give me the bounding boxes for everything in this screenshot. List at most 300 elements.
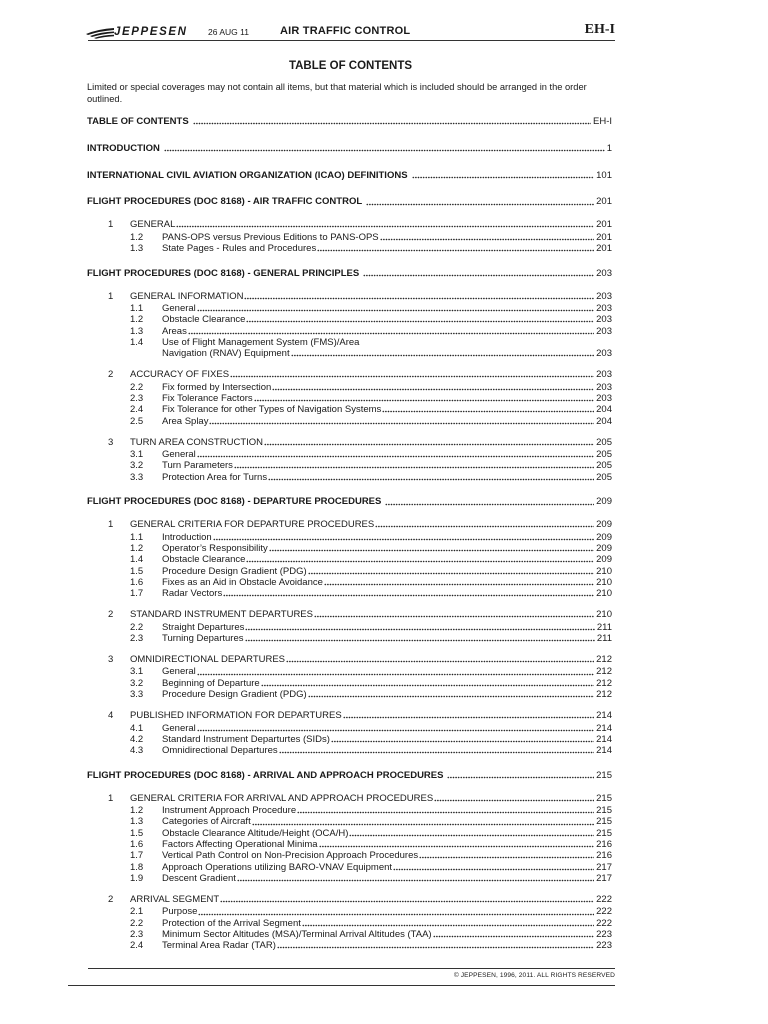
toc-entry-line (87, 143, 612, 154)
toc-entry-line (87, 850, 612, 861)
toc-entry-page: 216 (596, 850, 612, 862)
toc-entry-page: 209 (596, 496, 612, 508)
toc-entry-number: 3.2 (130, 677, 144, 689)
toc-entry-number: 1.5 (130, 827, 144, 839)
toc-entry-line (87, 243, 612, 254)
toc-entry-page: 223 (596, 940, 612, 952)
toc-entry-line (87, 805, 612, 816)
toc-entry-number: 3.1 (130, 449, 144, 461)
toc-subsection-entry (87, 850, 612, 861)
toc-entry-page: 214 (596, 733, 612, 745)
toc-entry-page: 204 (596, 404, 612, 416)
toc-subsection-entry (87, 862, 612, 873)
dot-leader (297, 811, 594, 814)
toc-entry-title: General (162, 666, 196, 678)
toc-subsection-entry (87, 666, 612, 677)
toc-entry-number: 1.5 (130, 565, 144, 577)
toc-entry-number: 1 (108, 219, 114, 231)
toc-chapter-entry (87, 609, 612, 620)
toc-entry-line (87, 449, 612, 460)
toc-entry-line (87, 894, 612, 905)
copyright-notice: © JEPPESEN, 1996, 2011. ALL RIGHTS RESERVED (453, 972, 615, 979)
toc-subsection-entry (87, 745, 612, 756)
toc-entry-page: 214 (596, 745, 612, 757)
toc-entry-page: 215 (596, 805, 612, 817)
toc-chapter-entry (87, 519, 612, 530)
dot-leader (245, 628, 594, 631)
toc-entry-title: Radar Vectors (162, 588, 223, 600)
toc-entry-page: 210 (596, 576, 612, 588)
toc-entry-number: 3 (108, 436, 114, 448)
toc-entry-number: 1.9 (130, 872, 144, 884)
toc-entry-page: 204 (596, 415, 612, 427)
toc-entry-title: PUBLISHED INFORMATION FOR DEPARTURES (130, 710, 342, 722)
dot-leader (246, 560, 594, 563)
dot-leader (245, 639, 595, 642)
toc-entry-title: GENERAL CRITERIA FOR DEPARTURE PROCEDURES (130, 519, 375, 531)
toc-entry-page: 101 (596, 169, 612, 181)
toc-subsection-entry (87, 303, 612, 314)
dot-leader (252, 823, 594, 826)
dot-leader (363, 274, 594, 277)
toc-subsection-entry (87, 543, 612, 554)
dot-leader (317, 249, 594, 252)
toc-entry-title: Areas (162, 325, 187, 337)
toc-entry-line (87, 268, 612, 279)
toc-entry-page: 212 (596, 666, 612, 678)
toc-section-entry (87, 268, 612, 279)
toc-subsection-entry (87, 314, 612, 325)
dot-leader (254, 399, 595, 402)
toc-subsection-entry (87, 918, 612, 929)
toc-entry-number: 2 (108, 609, 114, 621)
toc-entry-number: 1 (108, 290, 114, 302)
toc-entry-title: State Pages - Rules and Procedures (162, 242, 317, 254)
toc-entry-number: 3.2 (130, 460, 144, 472)
toc-entry-line (87, 232, 612, 243)
toc-subsection-entry (87, 929, 612, 940)
toc-entry-line (87, 862, 612, 873)
toc-subsection-entry (87, 554, 612, 565)
toc-entry-title: Fixes as an Aid in Obstacle Avoidance (162, 576, 323, 588)
toc-entry-page: 209 (596, 554, 612, 566)
toc-entry-line (87, 577, 612, 588)
toc-subsection-entry (87, 460, 612, 471)
dot-leader (198, 913, 594, 916)
toc-list (87, 116, 612, 952)
toc-entry-number: 2 (108, 893, 114, 905)
toc-entry-number: 2.3 (130, 929, 144, 941)
toc-entry-number: 1.3 (130, 242, 144, 254)
dot-leader (349, 834, 594, 837)
toc-subsection-entry (87, 577, 612, 588)
toc-entry-title: FLIGHT PROCEDURES (DOC 8168) - AIR TRAFFIC CONTROL (87, 196, 363, 208)
toc-entry-line (87, 314, 612, 325)
toc-entry-title: Protection of the Arrival Segment (162, 917, 301, 929)
toc-entry-line (87, 678, 612, 689)
toc-subsection-entry (87, 449, 612, 460)
toc-entry-line (87, 609, 612, 620)
toc-subsection-entry (87, 805, 612, 816)
toc-entry-title: FLIGHT PROCEDURES (DOC 8168) - ARRIVAL AND APPROACH PROCEDURES (87, 769, 444, 781)
toc-chapter-entry (87, 219, 612, 230)
toc-entry-title: FLIGHT PROCEDURES (DOC 8168) - DEPARTURE PROCEDURES (87, 496, 382, 508)
toc-entry-page: 215 (596, 769, 612, 781)
toc-entry-number: 3.3 (130, 689, 144, 701)
toc-entry-number: 3.3 (130, 471, 144, 483)
brand-logo-text: JEPPESEN (114, 26, 188, 38)
toc-entry-line (87, 460, 612, 471)
toc-entry-line (87, 654, 612, 665)
toc-entry-title: Standard Instrument Departurtes (SIDs) (162, 733, 330, 745)
toc-entry-title: GENERAL INFORMATION (130, 290, 244, 302)
toc-entry-page: 203 (596, 290, 612, 302)
toc-entry-title: INTERNATIONAL CIVIL AVIATION ORGANIZATION (ICAO) DEFINITIONS (87, 169, 408, 181)
toc-entry-page: 210 (596, 588, 612, 600)
dot-leader (314, 615, 594, 618)
toc-entry-number: 2 (108, 369, 114, 381)
toc-entry-page: 203 (596, 303, 612, 315)
toc-entry-line (87, 906, 612, 917)
toc-entry-number: 2.3 (130, 632, 144, 644)
toc-entry-title: ACCURACY OF FIXES (130, 369, 230, 381)
toc-entry-page: 203 (596, 369, 612, 381)
toc-entry-line (87, 326, 612, 337)
toc-subsection-entry (87, 472, 612, 483)
toc-subsection-entry (87, 566, 612, 577)
toc-subsection-entry (87, 678, 612, 689)
toc-entry-title: Fix Tolerance for other Types of Navigation Systems (162, 404, 382, 416)
toc-entry-title: General (162, 303, 196, 315)
toc-entry-number: 2.2 (130, 917, 144, 929)
toc-entry-number: 3 (108, 653, 114, 665)
toc-entry-page: 211 (596, 632, 612, 644)
toc-entry-title: ARRIVAL SEGMENT (130, 893, 220, 905)
toc-chapter-entry (87, 291, 612, 302)
toc-section-entry (87, 496, 612, 507)
toc-entry-line (87, 170, 612, 181)
dot-leader (197, 673, 594, 676)
toc-entry-page: 203 (596, 267, 612, 279)
toc-entry-line (87, 369, 612, 380)
dot-leader (286, 660, 594, 663)
toc-entry-page: 214 (596, 722, 612, 734)
toc-entry-page: 222 (596, 906, 612, 918)
dot-leader (197, 309, 594, 312)
dot-leader (331, 740, 594, 743)
toc-entry-title: FLIGHT PROCEDURES (DOC 8168) - GENERAL PRINCIPLES (87, 267, 360, 279)
toc-entry-number: 2.4 (130, 940, 144, 952)
toc-entry-title: Factors Affecting Operational Minima (162, 839, 318, 851)
toc-subsection-entry (87, 243, 612, 254)
toc-entry-page: 216 (596, 839, 612, 851)
toc-entry-line (87, 291, 612, 302)
toc-entry-line (87, 416, 612, 427)
toc-entry-line (87, 839, 612, 850)
toc-entry-page: 203 (596, 393, 612, 404)
dot-leader (176, 225, 594, 228)
toc-entry-number: 1 (108, 792, 114, 804)
toc-entry-line (87, 543, 612, 554)
toc-entry-line (87, 532, 612, 543)
page-identifier: EH-I (584, 22, 615, 37)
dot-leader (268, 478, 594, 481)
toc-subsection-entry (87, 232, 612, 243)
toc-subsection-entry (87, 734, 612, 745)
toc-subsection-entry (87, 416, 612, 427)
dot-leader (164, 149, 605, 152)
dot-leader (230, 375, 594, 378)
toc-entry-title: Fix Tolerance Factors (162, 393, 253, 404)
toc-entry-title: Procedure Design Gradient (PDG) (162, 565, 307, 577)
toc-entry-number: 1.3 (130, 816, 144, 828)
toc-entry-line (87, 666, 612, 677)
dot-leader (246, 320, 594, 323)
dot-leader (234, 466, 594, 469)
dot-leader (220, 900, 594, 903)
toc-subsection-entry (87, 723, 612, 734)
toc-entry-line (87, 393, 612, 404)
toc-subsection-entry (87, 633, 612, 644)
toc-subsection-entry (87, 588, 612, 599)
toc-entry-page: 203 (596, 314, 612, 326)
toc-entry-line (87, 519, 612, 530)
toc-section-entry (87, 770, 612, 781)
toc-entry-title: Categories of Aircraft (162, 816, 251, 828)
toc-entry-title: Beginning of Departure (162, 677, 260, 689)
toc-entry-line (87, 219, 612, 230)
toc-entry-page: 222 (596, 917, 612, 929)
toc-entry-page: 203 (596, 381, 612, 393)
toc-entry-number: 4.3 (130, 745, 144, 757)
dot-leader (393, 868, 594, 871)
toc-subsection-entry (87, 532, 612, 543)
dot-leader (223, 594, 594, 597)
dot-leader (308, 572, 594, 575)
toc-entry-page: 205 (596, 460, 612, 472)
toc-entry-line (87, 348, 612, 359)
toc-entry-page: 209 (596, 531, 612, 543)
toc-entry-number: 1.3 (130, 325, 144, 337)
toc-subsection-entry (87, 816, 612, 827)
toc-entry-number: 1.2 (130, 231, 144, 243)
dot-leader (433, 935, 595, 938)
toc-entry-page: 209 (596, 519, 612, 531)
toc-entry-number: 1.2 (130, 314, 144, 326)
dot-leader (343, 716, 594, 719)
toc-entry-number: 1.7 (130, 850, 144, 862)
toc-entry-page: 205 (596, 436, 612, 448)
toc-entry-number: 2.1 (130, 906, 144, 918)
jeppesen-logo-swoosh-icon (86, 25, 114, 39)
toc-entry-line (87, 770, 612, 781)
toc-entry-number: 1.8 (130, 861, 144, 873)
toc-entry-page: EH-I (593, 116, 612, 127)
toc-entry-page: 1 (606, 142, 612, 154)
toc-entry-number: 1.1 (130, 531, 144, 543)
toc-entry-page: 205 (596, 471, 612, 483)
toc-entry-page: 215 (596, 827, 612, 839)
toc-entry-line (87, 404, 612, 415)
toc-entry-line (87, 382, 612, 393)
toc-entry-title: TURN AREA CONSTRUCTION (130, 436, 264, 448)
toc-entry-line (87, 828, 612, 839)
toc-entry-number: 2.5 (130, 415, 144, 427)
dot-leader (308, 695, 594, 698)
toc-entry-page: 201 (596, 242, 612, 254)
toc-entry-page: 210 (596, 609, 612, 621)
toc-entry-title: OMNIDIRECTIONAL DEPARTURES (130, 653, 286, 665)
dot-leader (197, 455, 594, 458)
toc-entry-line (87, 689, 612, 700)
footer-rule-bottom (68, 985, 615, 986)
toc-entry-title: Terminal Area Radar (TAR) (162, 940, 276, 952)
toc-entry-page: 205 (596, 449, 612, 461)
toc-entry-line (87, 337, 612, 348)
dot-leader (419, 856, 594, 859)
toc-entry-line (87, 745, 612, 756)
header-rule (88, 40, 615, 41)
toc-entry-title-continued: Navigation (RNAV) Equipment (162, 348, 290, 360)
toc-section-entry (87, 143, 612, 154)
toc-subsection-entry (87, 940, 612, 951)
toc-entry-number: 2.2 (130, 621, 144, 633)
toc-entry-line (87, 710, 612, 721)
dot-leader (366, 203, 594, 206)
toc-entry-title: Approach Operations utilizing BARO-VNAV Equipment (162, 861, 393, 873)
toc-entry-title: Use of Flight Management System (FMS)/Area (162, 336, 360, 348)
toc-entry-page: 223 (596, 929, 612, 941)
dot-leader (375, 525, 594, 528)
toc-entry-line (87, 873, 612, 884)
toc-chapter-entry (87, 437, 612, 448)
toc-entry-line (87, 723, 612, 734)
dot-leader (213, 538, 594, 541)
dot-leader (193, 122, 591, 125)
toc-chapter-entry (87, 894, 612, 905)
toc-entry-line (87, 940, 612, 951)
toc-entry-page: 212 (596, 653, 612, 665)
toc-entry-title: TABLE OF CONTENTS (87, 116, 189, 127)
toc-subsection-entry (87, 873, 612, 884)
toc-section-entry (87, 116, 612, 127)
toc-entry-page: 215 (596, 816, 612, 828)
toc-chapter-entry (87, 369, 612, 380)
toc-entry-title: Omnidirectional Departures (162, 745, 278, 757)
dot-leader (447, 776, 594, 779)
dot-leader (237, 879, 594, 882)
dot-leader (277, 946, 594, 949)
toc-entry-line (87, 196, 612, 207)
toc-entry-line (87, 633, 612, 644)
dot-leader (209, 422, 594, 425)
toc-entry-title: GENERAL CRITERIA FOR ARRIVAL AND APPROACH PROCEDURES (130, 792, 434, 804)
toc-entry-line (87, 116, 612, 127)
toc-section-entry (87, 196, 612, 207)
toc-entry-line (87, 816, 612, 827)
toc-entry-number: 1.1 (130, 303, 144, 315)
intro-paragraph: Limited or special coverages may not contain all items, but that material which is included should be arranged in the order outlined. (87, 82, 587, 104)
toc-entry-title: Turn Parameters (162, 460, 233, 472)
toc-subsection-entry (87, 689, 612, 700)
toc-entry-number: 1.6 (130, 576, 144, 588)
toc-entry-number: 1.6 (130, 839, 144, 851)
dot-leader (382, 410, 594, 413)
toc-entry-title: PANS-OPS versus Previous Editions to PANS-OPS (162, 231, 379, 243)
toc-subsection-entry (87, 828, 612, 839)
dot-leader (279, 751, 595, 754)
toc-subsection-entry (87, 326, 612, 337)
toc-entry-number: 4.2 (130, 733, 144, 745)
toc-entry-line (87, 554, 612, 565)
dot-leader (197, 729, 594, 732)
toc-subsection-entry (87, 906, 612, 917)
toc-entry-page: 212 (596, 677, 612, 689)
toc-subsection-entry (87, 404, 612, 415)
dot-leader (188, 332, 594, 335)
toc-subsection-entry (87, 393, 612, 404)
toc-entry-number: 2.2 (130, 381, 144, 393)
toc-entry-number: 1.2 (130, 805, 144, 817)
toc-chapter-entry (87, 710, 612, 721)
dot-leader (272, 388, 594, 391)
dot-leader (302, 924, 594, 927)
toc-entry-title: Turning Departures (162, 632, 244, 644)
dot-leader (319, 845, 595, 848)
toc-entry-number: 4 (108, 710, 114, 722)
toc-entry-title: Fix formed by Intersection (162, 381, 272, 393)
dot-leader (380, 238, 595, 241)
toc-entry-title: Procedure Design Gradient (PDG) (162, 689, 307, 701)
toc-entry-page: 222 (596, 893, 612, 905)
toc-entry-line (87, 472, 612, 483)
toc-entry-line (87, 793, 612, 804)
dot-leader (244, 297, 594, 300)
toc-subsection-entry (87, 382, 612, 393)
toc-entry-number: 3.1 (130, 666, 144, 678)
toc-entry-title: INTRODUCTION (87, 142, 160, 154)
toc-entry-line (87, 918, 612, 929)
toc-entry-title: Purpose (162, 906, 198, 918)
toc-entry-title: Straight Departures (162, 621, 245, 633)
toc-subsection-entry (87, 337, 612, 360)
toc-entry-title: Protection Area for Turns (162, 471, 268, 483)
toc-chapter-entry (87, 654, 612, 665)
toc-entry-page: 209 (596, 543, 612, 555)
toc-subsection-entry (87, 839, 612, 850)
toc-entry-page: 203 (596, 348, 612, 360)
footer-rule-top (88, 968, 615, 969)
toc-entry-page: 211 (596, 621, 612, 633)
toc-entry-title: Minimum Sector Altitudes (MSA)/Terminal Arrival Altitudes (TAA) (162, 929, 432, 941)
page-title: TABLE OF CONTENTS (288, 60, 413, 72)
toc-entry-title: Area Splay (162, 415, 209, 427)
toc-entry-line (87, 303, 612, 314)
toc-chapter-entry (87, 793, 612, 804)
toc-entry-number: 2.4 (130, 404, 144, 416)
toc-entry-number: 4.1 (130, 722, 144, 734)
toc-entry-line (87, 929, 612, 940)
dot-leader (324, 583, 594, 586)
toc-entry-title: STANDARD INSTRUMENT DEPARTURES (130, 609, 313, 621)
toc-entry-title: General (162, 449, 196, 461)
toc-entry-number: 1 (108, 519, 114, 531)
toc-entry-title: Obstacle Clearance Altitude/Height (OCA/H) (162, 827, 349, 839)
toc-entry-page: 201 (596, 196, 612, 208)
toc-entry-number: 1.7 (130, 588, 144, 600)
toc-entry-line (87, 566, 612, 577)
toc-entry-page: 212 (596, 689, 612, 701)
